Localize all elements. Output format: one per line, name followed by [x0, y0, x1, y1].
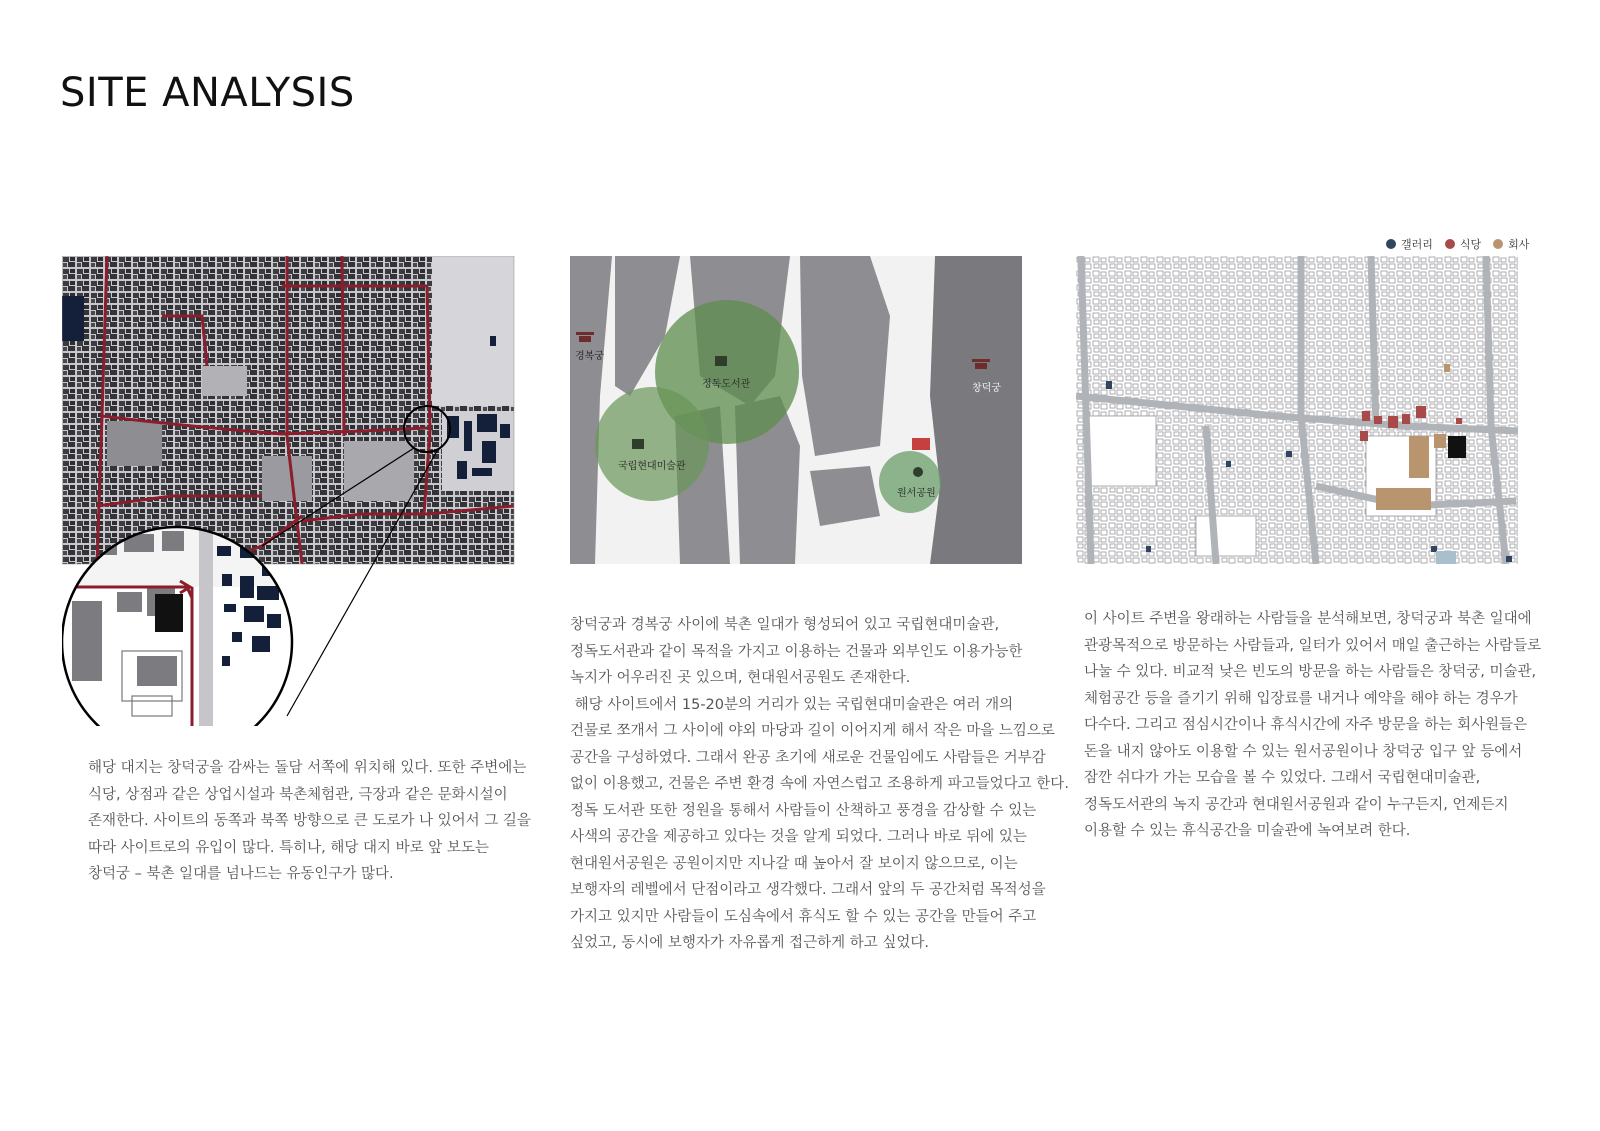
site-building [1448, 436, 1466, 458]
right-description [1084, 606, 1541, 845]
middle-context-map [570, 256, 1022, 564]
gallery-icon [632, 439, 644, 449]
library-icon [715, 356, 727, 366]
text-line: 정독 도서관 또한 정원을 통해서 사람들이 산책하고 풍경을 감상할 수 있는 [570, 802, 1037, 819]
left-site-map [62, 256, 562, 726]
text-line: 이용할 수 있는 휴식공간을 미술관에 녹여보려 한다. [1084, 823, 1411, 839]
site-marker [912, 438, 930, 450]
page-title: SITE ANALYSIS [60, 70, 355, 116]
text-line: 현대원서공원은 공원이지만 지나갈 때 높아서 잘 보이지 않으므로, 이는 [570, 855, 1018, 872]
text-line: 관광목적으로 방문하는 사람들과, 일터가 있어서 매일 출근하는 사람들로 [1084, 637, 1542, 654]
mmca-circle [595, 387, 709, 501]
legend-restaurant: 식당 [1445, 236, 1481, 252]
text-line: 정독도서관의 녹지 공간과 현대원서공원과 같이 누구든지, 언제든지 [1084, 796, 1509, 813]
label-park: 원서공원 [897, 488, 936, 499]
text-line: 체험공간 등을 즐기기 위해 입장료를 내거나 예약을 해야 하는 경우가 [1084, 690, 1518, 707]
right-program-map [1076, 256, 1518, 564]
middle-description [570, 612, 1069, 957]
label-mmca: 국립현대미술관 [618, 461, 686, 472]
label-library: 정독도서관 [702, 379, 751, 390]
text-line: 잠깐 쉬다가 가는 모습을 볼 수 있었다. 그래서 국립현대미술관, [1084, 770, 1481, 786]
text-line: 창덕궁 – 북촌 일대를 넘나드는 유동인구가 많다. [88, 866, 394, 882]
text-line: 건물로 쪼개서 그 사이에 야외 마당과 길이 이어지게 해서 작은 마을 느낌으로 [570, 723, 1055, 739]
text-line: 해당 대지는 창덕궁을 감싸는 돌담 서쪽에 위치해 있다. 또한 주변에는 [88, 760, 527, 776]
text-line: 다수다. 그리고 점심시간이나 휴식시간에 자주 방문을 하는 회사원들은 [1084, 717, 1528, 733]
text-line: 정독도서관과 같이 목적을 가지고 이용하는 건물과 외부인도 이용가능한 [570, 643, 1023, 660]
tree-icon [913, 467, 923, 477]
text-line: 없이 이용했고, 건물은 주변 환경 속에 자연스럽고 조용하게 파고들었다고 한다. [570, 776, 1069, 792]
label-gyeongbokgung: 경복궁 [575, 351, 604, 362]
left-description [88, 755, 531, 888]
building-outlines [1076, 256, 1518, 564]
park-circle [879, 451, 941, 513]
text-line: 녹지가 어우러진 곳 있으며, 현대원서공원도 존재한다. [570, 670, 911, 686]
text-line: 보행자의 레벨에서 단점이라고 생각했다. 그래서 앞의 두 공간처럼 목적성을 [570, 882, 1046, 898]
legend-company: 회사 [1493, 236, 1529, 252]
text-line: 가지고 있지만 사람들이 도심속에서 휴식도 할 수 있는 공간을 만들어 주고 [570, 908, 1037, 925]
text-line: 공간을 구성하였다. 그래서 완공 초기에 새로운 건물임에도 사람들은 거부감 [570, 749, 1046, 766]
text-line: 존재한다. 사이트의 동쪽과 북쪽 방향으로 큰 도로가 나 있어서 그 길을 [88, 813, 531, 829]
text-line: 사색의 공간을 제공하고 있다는 것을 알게 되었다. 그러나 바로 뒤에 있는 [570, 829, 1027, 845]
text-line: 창덕궁과 경복궁 사이에 북촌 일대가 형성되어 있고 국립현대미술관, [570, 617, 1000, 633]
text-line: 해당 사이트에서 15-20분의 거리가 있는 국립현대미술관은 여러 개의 [570, 696, 1014, 713]
text-line: 싶었고, 동시에 보행자가 자유롭게 접근하게 하고 싶었다. [570, 935, 930, 951]
label-changdeokgung: 창덕궁 [972, 383, 1001, 394]
text-line: 따라 사이트로의 유입이 많다. 특히나, 해당 대지 바로 앞 보도는 [88, 839, 489, 856]
map-legend [1386, 236, 1529, 252]
text-line: 돈을 내지 않아도 이용할 수 있는 원서공원이나 창덕궁 입구 앞 등에서 [1084, 743, 1523, 760]
legend-gallery: 갤러리 [1386, 236, 1433, 252]
text-line: 이 사이트 주변을 왕래하는 사람들을 분석해보면, 창덕궁과 북촌 일대에 [1084, 611, 1532, 627]
text-line: 나눌 수 있다. 비교적 낮은 빈도의 방문을 하는 사람들은 창덕궁, 미술관, [1084, 664, 1537, 680]
changdeokgung-area [930, 256, 1022, 564]
text-line: 식당, 상점과 같은 상업시설과 북촌체험관, 극장과 같은 문화시설이 [88, 786, 508, 803]
